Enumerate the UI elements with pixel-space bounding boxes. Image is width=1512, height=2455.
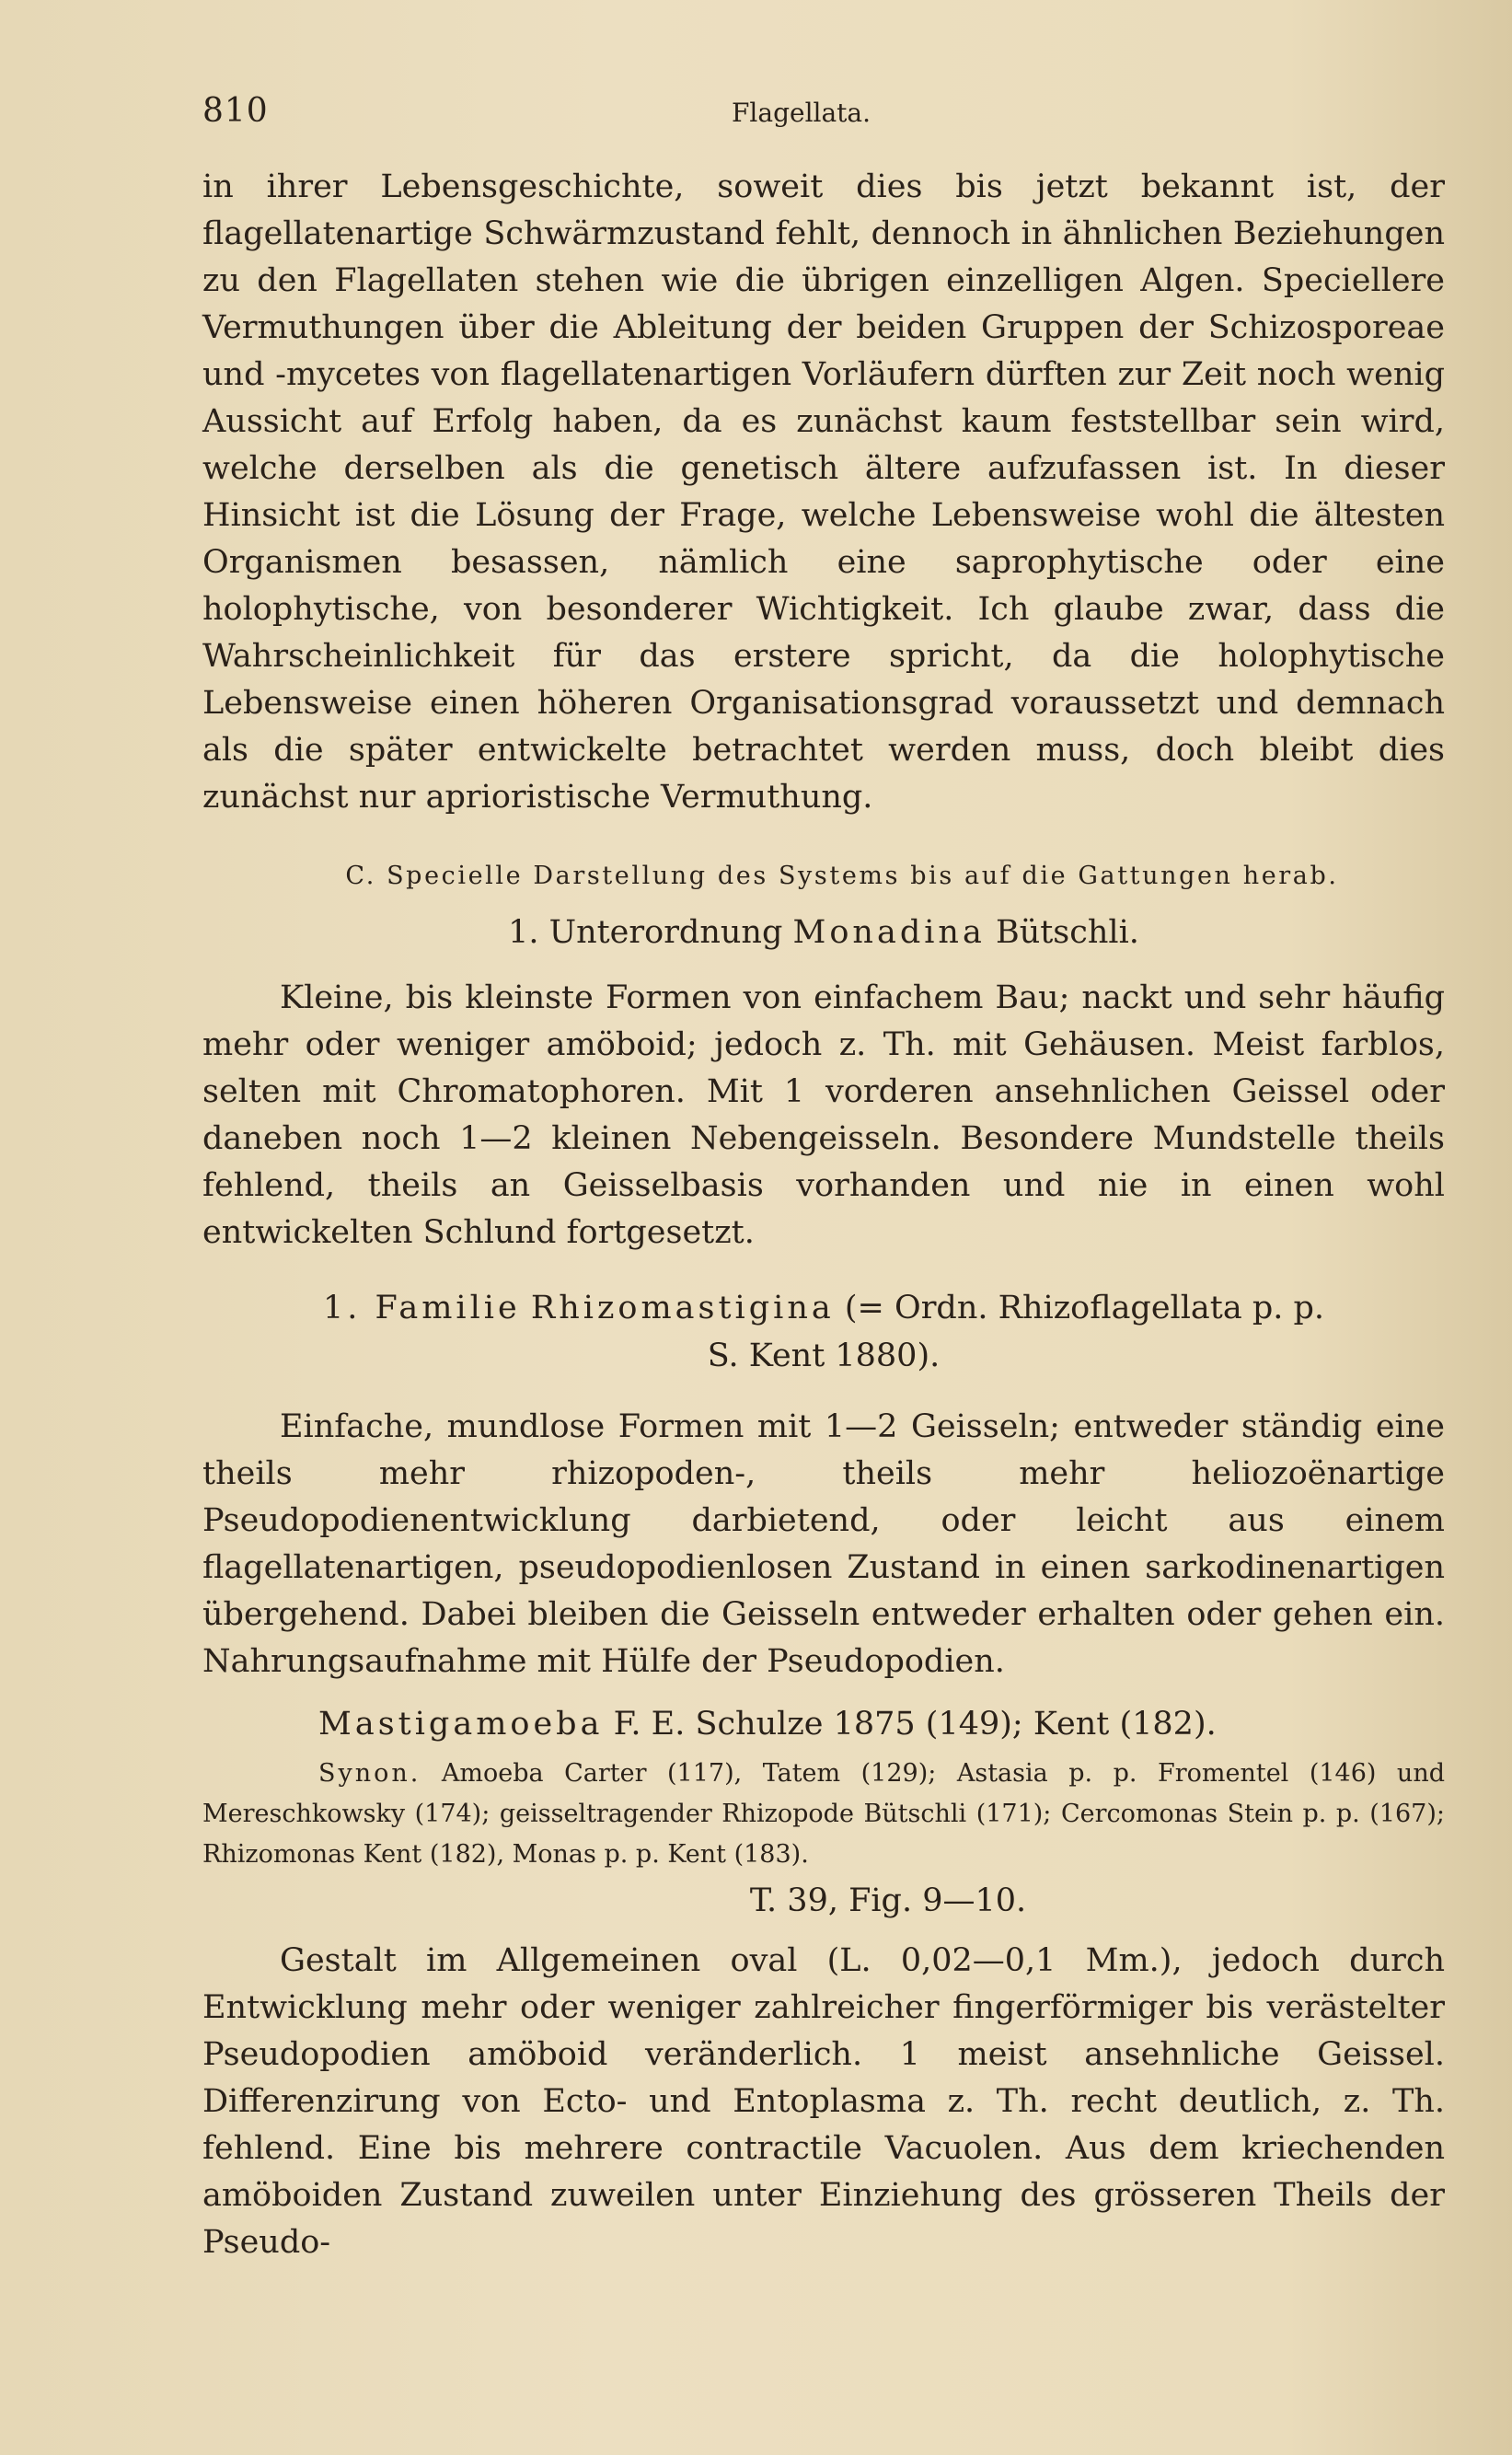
family-heading-line1 [202,1284,1445,1332]
synonymy-paragraph [202,1754,1445,1875]
page-number: 810 [202,92,269,130]
genus-name: Mastigamoeba [318,1706,604,1743]
order-name: Monadina [792,914,986,951]
synonymy-text: Amoeba Carter (117), Tatem (129); Astasia p. p. Fromentel (146) und Mereschkowsky (174); geisseltragender Rhizopode Bütschli (171); Cercomonas Stein p. p. (167); Rhizomonas Kent (182), Monas p. p. Kent (183). [202,1759,1445,1869]
family-heading-line2: S. Kent 1880). [707,1338,941,1374]
genus-authority: F. E. Schulze 1875 (149); Kent (182). [613,1706,1217,1743]
paragraph-genus-description: Gestalt im Allgemeinen oval (L. 0,02—0,1 Mm.), jedoch durch Entwicklung mehr oder weniger zahlreicher fingerförmiger bis verästelter Pseudopodien amöboid veränderlich. 1 meist ansehnliche Geissel. Differenzirung von Ecto- und Entoplasma z. Th. recht deutlich, z. Th. fehlend. Eine bis mehrere contractile Vacuolen. Aus dem kriechenden amöboiden Zustand zuweilen unter Einziehung des grösseren Theils der Pseudo- [202,1942,1445,2261]
paragraph-order-description: Kleine, bis kleinste Formen von einfachem Bau; nackt und sehr häufig mehr oder weniger amöboid; jedoch z. Th. mit Gehäusen. Meist farblos, selten mit Chromatophoren. Mit 1 vorderen ansehnlichen Geissel oder daneben noch 1—2 kleinen Nebengeisseln. Besondere Mundstelle theils fehlend, theils an Geisselbasis vorhanden und nie in einen wohl entwickelten Schlund fortgesetzt. [202,979,1445,1251]
order-author: Bütschli. [995,914,1139,951]
section-heading: C. Specielle Darstellung des Systems bis auf die Gattungen herab. [345,862,1339,890]
synonymy-label: Synon. [318,1759,421,1788]
order-number: 1. Unterordnung [508,914,783,951]
section-spacer [202,821,1445,862]
page-header [202,92,1472,147]
family-number: 1. Familie [322,1290,521,1326]
family-synonym: (= Ordn. Rhizoflagellata p. p. [844,1290,1325,1326]
paragraph-family-description: Einfache, mundlose Formen mit 1—2 Geisseln; entweder ständig eine theils mehr rhizopoden-, theils mehr heliozoënartige Pseudopodienentwicklung darbietend, oder leicht aus einem flagellatenartigen, pseudopodienlosen Zustand in einen sarkodinenartigen übergehend. Dabei bleiben die Geisseln entweder erhalten oder gehen ein. Nahrungsaufnahme mit Hülfe der Pseudopodien. [202,1408,1445,1680]
page-body [202,164,1445,2266]
order-heading [202,914,1445,951]
running-head: Flagellata. [732,98,871,128]
genus-heading [318,1706,1445,1743]
family-name: Rhizomastigina [530,1290,835,1326]
plate-reference: T. 39, Fig. 9—10. [749,1882,1027,1919]
family-heading [202,1284,1445,1380]
paragraph-continuation: in ihrer Lebensgeschichte, soweit dies bis jetzt bekannt ist, der flagellatenartige Schwärmzustand fehlt, dennoch in ähnlichen Beziehungen zu den Flagellaten stehen wie die übrigen einzelligen Algen. Speciellere Vermuthungen über die Ableitung der beiden Gruppen der Schizosporeae und -mycetes von flagellatenartigen Vorläufern dürften zur Zeit noch wenig Aussicht auf Erfolg haben, da es zunächst kaum feststellbar sein wird, welche derselben als die genetisch ältere aufzufassen ist. In dieser Hinsicht ist die Lösung der Frage, welche Lebensweise wohl die ältesten Organismen besassen, nämlich eine saprophytische oder eine holophytische, von besonderer Wichtigkeit. Ich glaube zwar, dass die Wahrscheinlichkeit für das erstere spricht, da die holophytische Lebensweise einen höheren Organisationsgrad voraussetzt und demnach als die später entwickelte betrachtet werden muss, doch bleibt dies zunächst nur aprioristische Vermuthung. [202,168,1445,816]
